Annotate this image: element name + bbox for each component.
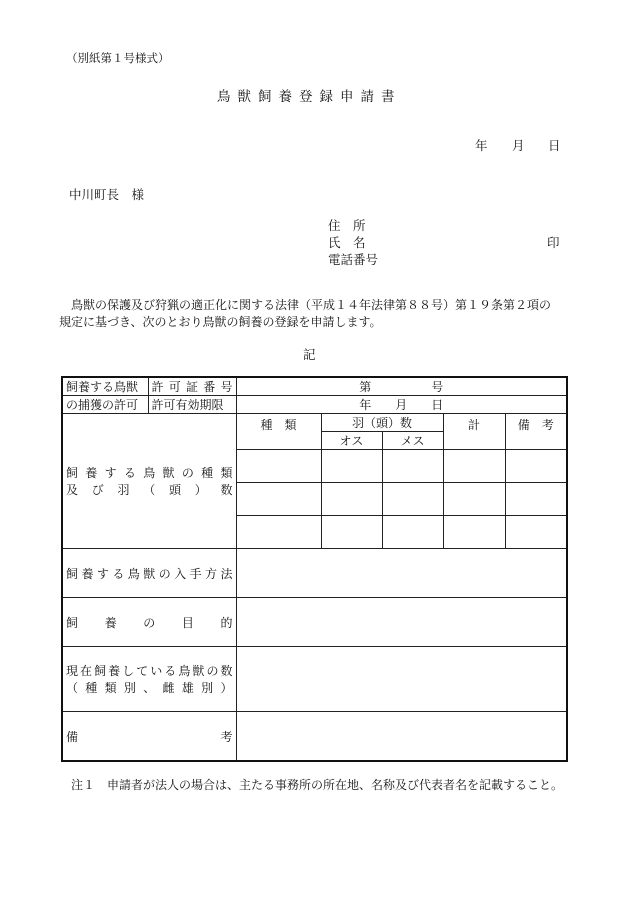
col-male-header: オス: [321, 432, 382, 450]
col-species-header: 種 類: [236, 414, 321, 450]
current-count-label: [62, 647, 236, 712]
addressee: 中川町長 様: [69, 187, 145, 202]
male-count-cell[interactable]: [321, 483, 382, 516]
current-count-label-2: （種類別、雌雄別）: [66, 681, 233, 695]
footnote: 注１ 申請者が法人の場合は、主たる事務所の所在地、名称及び代表者名を記載すること。: [71, 778, 564, 792]
page-title: 鳥獣飼養登録申請書: [217, 89, 402, 105]
species-count-label-2: 及び羽（頭）数: [66, 483, 233, 497]
date-month: 月: [512, 138, 525, 153]
remarks-cell[interactable]: [505, 450, 567, 483]
body-text-line2: 規定に基づき、次のとおり鳥獣の飼養の登録を申請します。: [59, 315, 382, 329]
col-remarks-header: 備 考: [505, 414, 567, 450]
col-total-header: 計: [443, 414, 505, 450]
body-text-line1: 鳥獣の保護及び狩猟の適正化に関する法律（平成１４年法律第８８号）第１９条第２項の: [71, 298, 552, 312]
permit-period-field[interactable]: 年 月 日: [236, 396, 567, 414]
acquisition-label: 飼養する鳥獣の入手方法: [62, 549, 236, 598]
col-female-header: メス: [382, 432, 443, 450]
purpose-field[interactable]: [236, 598, 567, 647]
total-cell[interactable]: [443, 450, 505, 483]
application-table: [61, 376, 568, 762]
total-cell[interactable]: [443, 483, 505, 516]
remarks-label: 備考: [62, 712, 236, 762]
species-count-label: [62, 414, 236, 549]
permit-period-label: 許可有効期限: [148, 396, 236, 414]
capture-permit-label-2: の捕獲の許可: [62, 396, 148, 414]
phone-label: 電話番号: [328, 252, 379, 267]
date-day: 日: [548, 138, 561, 153]
species-cell[interactable]: [236, 450, 321, 483]
male-count-cell[interactable]: [321, 516, 382, 549]
remarks-cell[interactable]: [505, 483, 567, 516]
purpose-label: 飼養の目的: [62, 598, 236, 647]
current-count-label-1: 現在飼養している鳥獣の数: [66, 664, 233, 678]
seal-mark: 印: [547, 235, 560, 250]
permit-number-label: 許可証番号: [148, 377, 236, 396]
address-label: 住 所: [328, 218, 366, 233]
date-year: 年: [475, 138, 488, 153]
total-cell[interactable]: [443, 516, 505, 549]
capture-permit-label-1: 飼養する鳥獣: [62, 377, 148, 396]
permit-number-field[interactable]: 第 号: [236, 377, 567, 396]
female-count-cell[interactable]: [382, 516, 443, 549]
acquisition-field[interactable]: [236, 549, 567, 598]
current-count-field[interactable]: [236, 647, 567, 712]
female-count-cell[interactable]: [382, 483, 443, 516]
name-label: 氏 名: [328, 235, 366, 250]
species-count-label-1: 飼養する鳥獣の種類: [66, 466, 233, 480]
col-count-header: 羽（頭）数: [321, 414, 443, 432]
form-code: （別紙第１号様式）: [66, 51, 170, 65]
ki-heading: 記: [303, 347, 316, 362]
species-cell[interactable]: [236, 516, 321, 549]
remarks-cell[interactable]: [505, 516, 567, 549]
female-count-cell[interactable]: [382, 450, 443, 483]
species-cell[interactable]: [236, 483, 321, 516]
remarks-field[interactable]: [236, 712, 567, 762]
male-count-cell[interactable]: [321, 450, 382, 483]
